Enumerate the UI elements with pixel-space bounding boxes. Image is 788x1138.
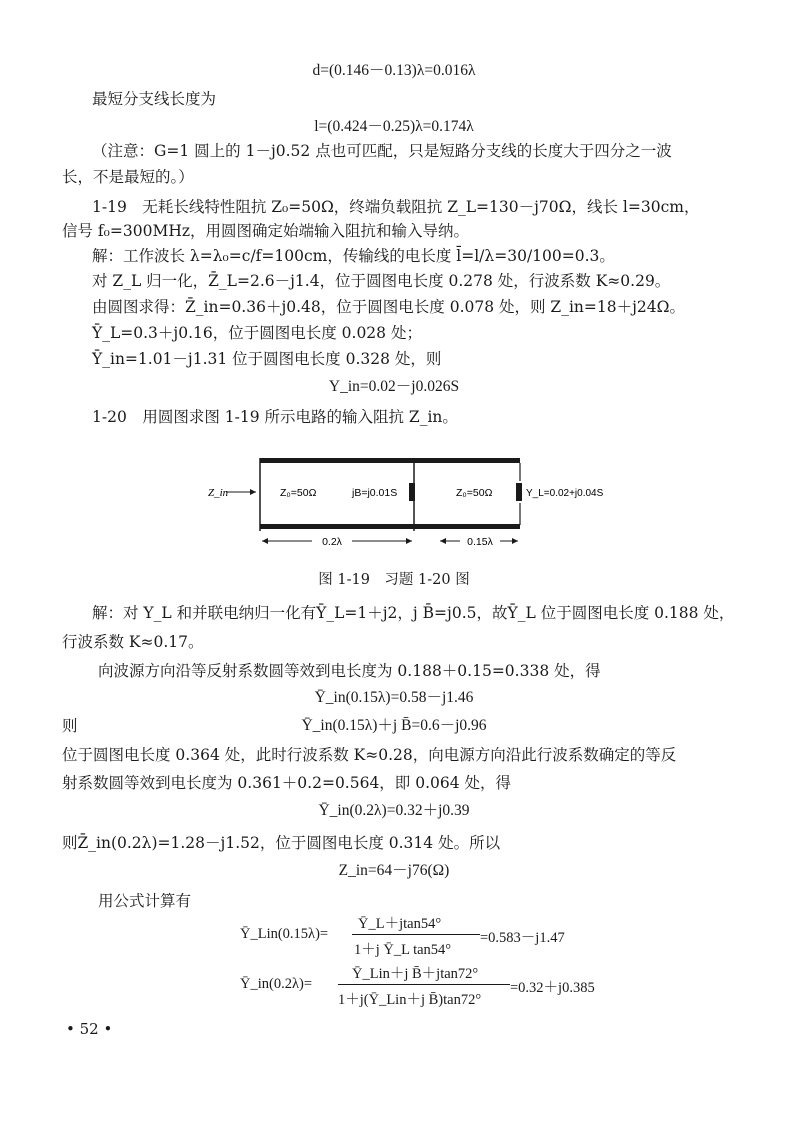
text-line: 则Z̄_in(0.2λ)=1.28－j1.52，位于圆图电长度 0.314 处。所以: [62, 834, 501, 852]
formula-rhs: =0.583－j1.47: [480, 930, 565, 946]
text-line: 向波源方向沿等反射系数圆等效到电长度为 0.188＋0.15=0.338 处，得: [98, 662, 601, 680]
text-line: Ȳ_in=1.01－j1.31 位于圆图电长度 0.328 处，则: [92, 350, 442, 368]
text-line: 由圆图求得：Z̄_in=0.36＋j0.48，位于圆图电长度 0.078 处，则 Z_in=18＋j24Ω。: [92, 298, 685, 316]
shunt-susceptance-element: [409, 483, 415, 501]
text-line: 对 Z_L 归一化，Z̄_L=2.6－j1.4，位于圆图电长度 0.278 处，行波系数 K≈0.29。: [92, 272, 671, 290]
load-label: Y_L=0.02+j0.04S: [526, 488, 604, 499]
line1-label: Z₀=50Ω: [280, 487, 317, 499]
text-line: Z_in=64－j76(Ω): [338, 862, 450, 879]
formula-numerator: Ȳ_L＋jtan54°: [358, 916, 442, 932]
text-line: （注意：G=1 圆上的 1－j0.52 点也可匹配，只是短路分支线的长度大于四分之一波: [92, 142, 672, 160]
line2-label: Z₀=50Ω: [456, 487, 493, 499]
formula-lhs: Ȳ_Lin(0.15λ)=: [240, 926, 329, 942]
fraction-bar: [338, 984, 510, 985]
text-line: 用公式计算有: [98, 892, 192, 910]
dimension-label-2: 0.15λ: [467, 536, 493, 548]
text-line: 射系数圆等效到电长度为 0.361＋0.2=0.564，即 0.064 处，得: [62, 774, 512, 792]
formula-denominator: 1＋j Ȳ_L tan54°: [354, 942, 452, 958]
text-line: 行波系数 K≈0.17。: [62, 633, 204, 651]
text-line: 位于圆图电长度 0.364 处，此时行波系数 K≈0.28，向电源方向沿此行波系数确定的等反: [62, 746, 677, 764]
load-element: [516, 483, 522, 501]
fraction-bar: [352, 934, 480, 935]
formula-numerator: Ȳ_Lin＋j B̄＋jtan72°: [352, 966, 479, 982]
page-number: • 52 •: [66, 1020, 113, 1038]
formula-yin: [240, 962, 660, 1014]
input-label: Z_in: [208, 487, 229, 499]
bottom-conductor: [260, 524, 520, 529]
text-line: Ȳ_in(0.15λ)＋j B̄=0.6－j0.96: [301, 717, 487, 734]
susceptance-label: jB=j0.01S: [352, 487, 398, 499]
text-line: 最短分支线长度为: [92, 90, 217, 108]
text-line: 长，不是最短的。）: [62, 168, 194, 186]
text-line: 解：对 Y_L 和并联电纳归一化有Ȳ_L=1＋j2，j B̄=j0.5，故Ȳ_L 位于圆图电长度 0.188 处，: [92, 604, 735, 622]
top-conductor: [260, 458, 520, 463]
text-line: Ȳ_L=0.3＋j0.16，位于圆图电长度 0.028 处；: [92, 324, 422, 342]
text-line: Ȳ_in(0.15λ)=0.58－j1.46: [314, 689, 474, 706]
text-line: 解：工作波长 λ=λ₀=c/f=100cm，传输线的电长度 l̄=l/λ=30/100=0.3。: [92, 247, 615, 265]
formula-ylin: [240, 912, 640, 962]
text-line: 则: [62, 717, 78, 735]
formula-rhs: =0.32＋j0.385: [510, 980, 595, 996]
circuit-diagram: [200, 453, 620, 553]
text-line: Y_in=0.02－j0.026S: [328, 378, 460, 395]
text-line: d=(0.146－0.13)λ=0.016λ: [312, 62, 476, 79]
text-line: 信号 f₀=300MHz，用圆图确定始端输入阻抗和输入导纳。: [62, 222, 470, 240]
text-line: l=(0.424－0.25)λ=0.174λ: [314, 118, 474, 135]
figure-caption: 图 1-19 习题 1-20 图: [318, 572, 470, 588]
text-line: Ȳ_in(0.2λ)=0.32＋j0.39: [318, 802, 470, 819]
problem-heading: 1-20 用圆图求图 1-19 所示电路的输入阻抗 Z_in。: [92, 408, 458, 426]
formula-denominator: 1＋j(Ȳ_Lin＋j B̄)tan72°: [338, 992, 482, 1008]
formula-lhs: Ȳ_in(0.2λ)=: [240, 976, 312, 992]
dimension-label-1: 0.2λ: [322, 536, 342, 548]
problem-heading: 1-19 无耗长线特性阻抗 Z₀=50Ω，终端负载阻抗 Z_L=130－j70Ω，线长 l=30cm，: [92, 198, 700, 216]
